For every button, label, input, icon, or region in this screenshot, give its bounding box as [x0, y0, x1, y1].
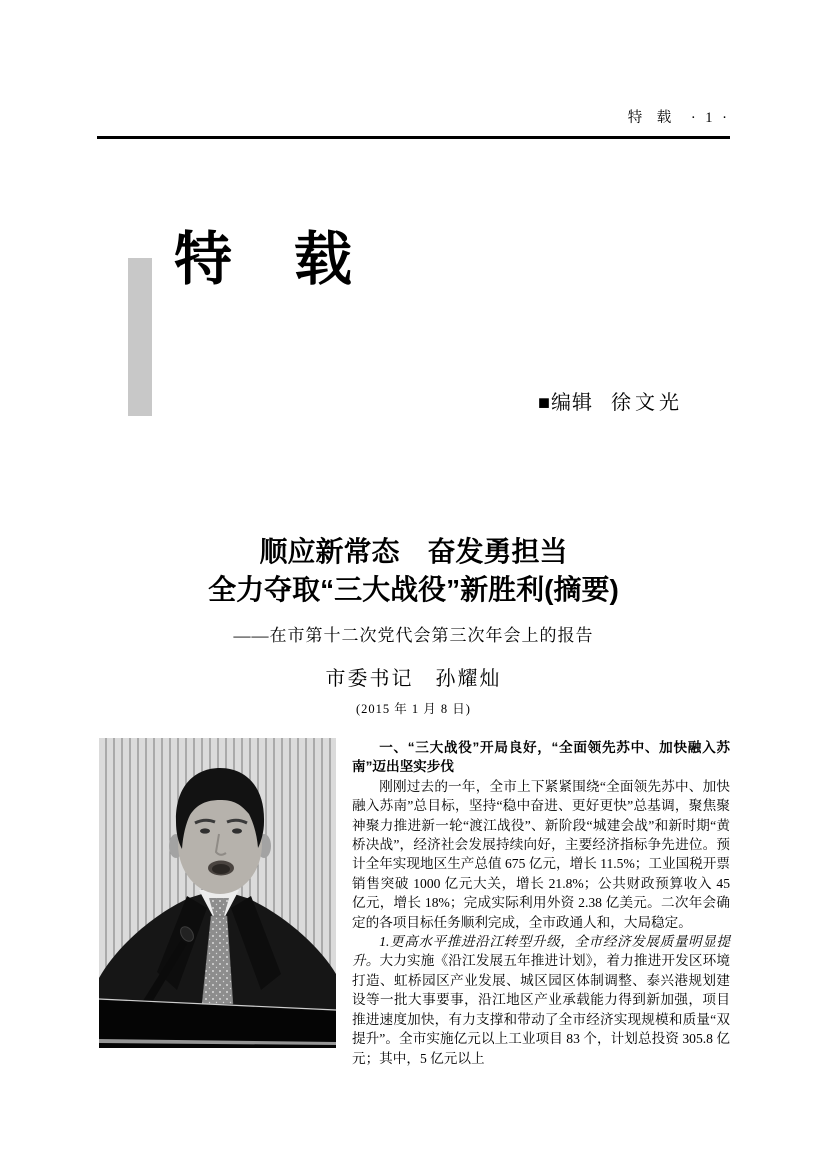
editor-line: [97, 386, 683, 415]
speaker-mouth-inner: [212, 864, 230, 874]
section-title: 特 载: [174, 227, 355, 292]
article-title-line2: 全力夺取“三大战役”新胜利(摘要): [208, 574, 619, 605]
speaker-eye-left: [200, 828, 210, 833]
speaker-eye-right: [232, 828, 242, 833]
editor-label: 编辑: [551, 392, 593, 414]
editor-name: 徐文光: [611, 392, 683, 414]
page-header: [97, 106, 730, 139]
body-paragraph-1: 刚刚过去的一年，全市上下紧紧围绕“全面领先苏中、加快融入苏南”总目标，坚持“稳中奋进、更好更快”总基调，聚焦聚神聚力推进新一轮“渡江战役”、新阶段“城建会战”和新时期“黄桥决战”，经济社会发展持续向好，主要经济指标争先进位。预计全年实现地区生产总值 675 亿元，增长 11.5%；工业国税开票销售突破 1000 亿元大关，增长 21.8%；公共财政预算收入 45 亿元，增长 18%；完成实际利用外资 2.38 亿美元。二次年会确定的各项目标任务顺利完成，全市政通人和，大局稳定。: [352, 778, 730, 930]
body-paragraph-2-rest: 大力实施《沿江发展五年推进计划》，着力推进开发区环境打造、虹桥园区产业发展、城区园区体制调整、泰兴港规划建设等一批大事要事，沿江地区产业承载能力得到新加强，项目推进速度加快，有力支撑和带动了全市经济实现规模和质量“双提升”。全市实施亿元以上工业项目 83 个，计划总投资 305.8 亿元；其中，5 亿元以上: [352, 953, 730, 1066]
article-subtitle: ——在市第十二次党代会第三次年会上的报告: [233, 626, 594, 645]
article-body: [99, 738, 730, 1068]
article-byline: 市委书记 孙耀灿: [325, 668, 502, 690]
editor-marker-square: ■: [537, 392, 551, 414]
article-date: (2015 年 1 月 8 日): [356, 702, 471, 716]
body-heading-1: 一、“三大战役”开局良好，“全面领先苏中、加快融入苏南”迈出坚实步伐: [352, 740, 730, 775]
article-title-line1: 顺应新常态 奋发勇担当: [259, 536, 568, 567]
header-section-label: 特 载: [627, 110, 672, 126]
article-title: [97, 533, 730, 609]
speaker-photo: [99, 738, 336, 1048]
body-paragraph-2-lead: 1.更高水平推进沿江转型升级，全市经济发展质量明显提升。: [352, 934, 730, 969]
header-page-number: · 1 ·: [690, 110, 730, 126]
